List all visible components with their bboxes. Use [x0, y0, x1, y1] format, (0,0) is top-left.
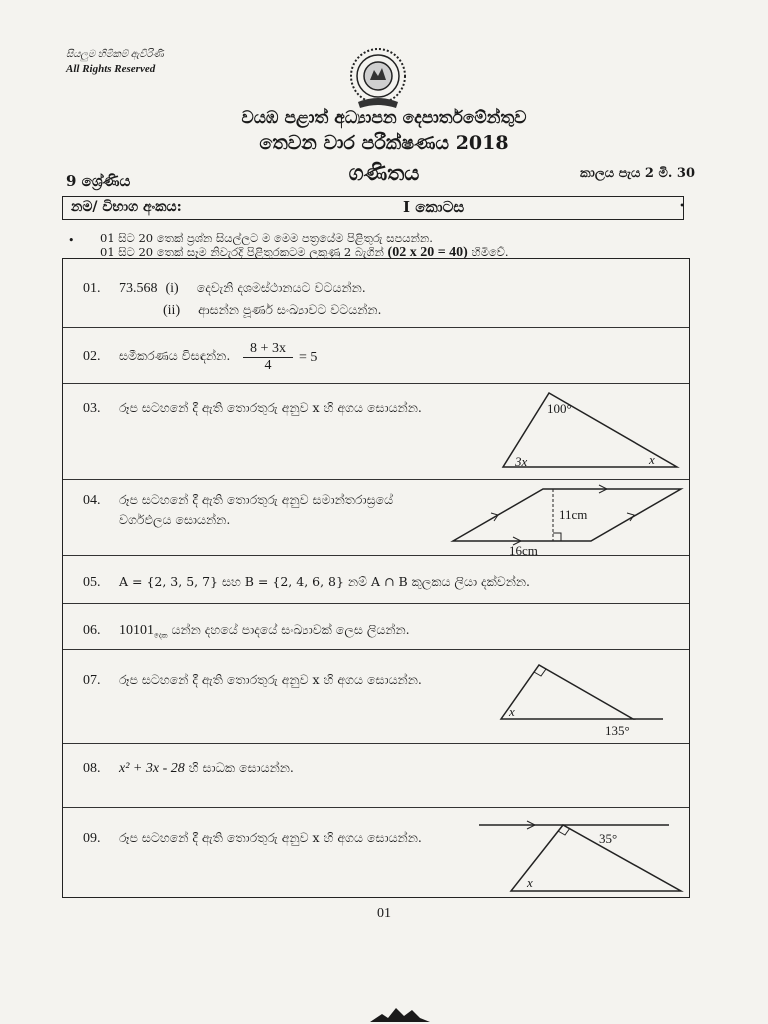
- q5-text: A = {2, 3, 5, 7} සහ B = {2, 4, 6, 8} නම් A ∩ B කුලකය ලියා දක්වන්න.: [119, 574, 531, 589]
- question-divider: [63, 603, 689, 604]
- q4-text-line-1: රූප සටහනේ දී ඇති තොරතුරු අනුව සමාන්තරාස්‍රයේ: [119, 492, 394, 507]
- copyright-notice: [66, 48, 164, 76]
- q7-angle-ext: 135°: [605, 723, 630, 738]
- q7-triangle-figure: [493, 657, 689, 741]
- q4-base-label: 16cm: [509, 543, 538, 557]
- part-label: I කොටස: [403, 198, 465, 216]
- instruction-line-1: 01 සිට 20 තෙක් ප්‍රශ්න සියල්ලට ම මෙම පත්‍රයේම පිළිතුරු සපයන්න.: [100, 231, 433, 245]
- q1-value: 73.568: [119, 281, 158, 296]
- q3-angle-top: 100°: [547, 401, 572, 416]
- name-index-label: නම/ විභාග අංකය:: [71, 199, 182, 215]
- q2-text: සමීකරණය විසඳන්න.: [119, 348, 231, 363]
- question-divider: [63, 327, 689, 328]
- q7-angle-x: x: [509, 704, 515, 719]
- instruction-marks: (02 x 20 = 40): [387, 245, 468, 260]
- q4-height-label: 11cm: [559, 507, 588, 522]
- question-number: 09.: [83, 831, 101, 846]
- question-divider: [63, 807, 689, 808]
- question-02: [83, 347, 230, 366]
- box-mark: •: [679, 201, 685, 212]
- q9-angle-x: x: [527, 875, 533, 890]
- instruction-bullet: •: [68, 234, 75, 247]
- department-title: වයඹ පළාත් අධ්‍යාපන දෙපාර්තමේන්තුව: [241, 108, 527, 128]
- q8-text: හි සාධක සොයන්න.: [188, 760, 294, 775]
- q2-fraction: [243, 341, 293, 374]
- subject-title: ගණිතය: [348, 160, 420, 185]
- question-divider: [63, 743, 689, 744]
- page-number: 01: [377, 906, 391, 921]
- q2-denominator: 4: [264, 358, 272, 373]
- q8-expression: x² + 3x - 28: [119, 761, 185, 776]
- q1-part-ii: (ii): [163, 303, 181, 318]
- question-number: 06.: [83, 623, 101, 638]
- q6-text: යන්න දහයේ පාදයේ සංඛ්‍යාවක් ලෙස ලියන්න.: [171, 622, 410, 637]
- question-number: 03.: [83, 401, 101, 416]
- question-06: [83, 621, 410, 645]
- question-05: [83, 573, 530, 592]
- question-04: [83, 491, 393, 510]
- q6-base-subscript: දෙක: [154, 631, 168, 640]
- q2-numerator: 8 + 3x: [243, 341, 293, 358]
- question-number: 08.: [83, 761, 101, 776]
- question-01-part-ii: [163, 301, 382, 320]
- instruction-line-2-post: හිමිවේ.: [471, 245, 509, 259]
- question-divider: [63, 383, 689, 384]
- name-index-box: [62, 196, 684, 220]
- q7-triangle: [501, 665, 633, 719]
- grade-label: 9 ශ්‍රේණිය: [66, 172, 131, 190]
- q9-triangle-figure: [473, 817, 685, 895]
- q9-triangle: [511, 825, 681, 891]
- question-07: [83, 671, 422, 690]
- instruction-line-2-pre: 01 සිට 20 තෙක් සෑම නිවැරදි පිළිතුරකටම ලකුණු 2 බැගින්: [100, 245, 384, 259]
- q4-text-line-2: වර්ගඵලය සොයන්න.: [119, 512, 231, 527]
- rights-english: All Rights Reserved: [66, 63, 156, 75]
- q7-text: රූප සටහනේ දී ඇති තොරතුරු අනුව x හි අගය සොයන්න.: [119, 672, 422, 687]
- q1-text-i: දෙවැනි දශමස්ථානයට වටයන්න.: [196, 280, 366, 295]
- question-08: [83, 759, 294, 778]
- q9-text: රූප සටහනේ දී ඇති තොරතුරු අනුව x හි අගය සොයන්න.: [119, 830, 422, 845]
- provincial-seal-icon: [346, 46, 410, 110]
- questions-frame: [62, 258, 690, 898]
- q2-rhs: = 5: [299, 350, 318, 365]
- rights-sinhala: සියලුම හිමිකම් ඇවිරිණි: [66, 49, 164, 60]
- exam-title: තෙවන වාර පරීක්ෂණය 2018: [259, 132, 509, 154]
- q3-text: රූප සටහනේ දී ඇති තොරතුරු අනුව x හි අගය සොයන්න.: [119, 400, 422, 415]
- question-number: 01.: [83, 281, 101, 296]
- q3-angle-left: 3x: [515, 454, 528, 469]
- q3-triangle-figure: [495, 387, 685, 473]
- q1-text-ii: ආසන්න පූර්ණ සංඛ්‍යාවට වටයන්න.: [198, 302, 382, 317]
- q1-part-i: (i): [165, 281, 179, 296]
- question-number: 05.: [83, 575, 101, 590]
- scan-smudge: [368, 1004, 432, 1024]
- right-angle-icon: [553, 533, 561, 541]
- time-allowed: කාලය පැය 2 මි. 30: [580, 166, 695, 181]
- q4-parallelogram-figure: [449, 483, 685, 557]
- q9-angle-top: 35°: [599, 831, 618, 846]
- question-01: [83, 279, 366, 298]
- q6-value: 10101: [119, 623, 154, 638]
- question-divider: [63, 479, 689, 480]
- question-number: 02.: [83, 349, 101, 364]
- question-09: [83, 829, 422, 848]
- question-03: [83, 399, 422, 418]
- q3-angle-right: x: [649, 452, 655, 467]
- question-number: 04.: [83, 493, 101, 508]
- question-divider: [63, 649, 689, 650]
- question-number: 07.: [83, 673, 101, 688]
